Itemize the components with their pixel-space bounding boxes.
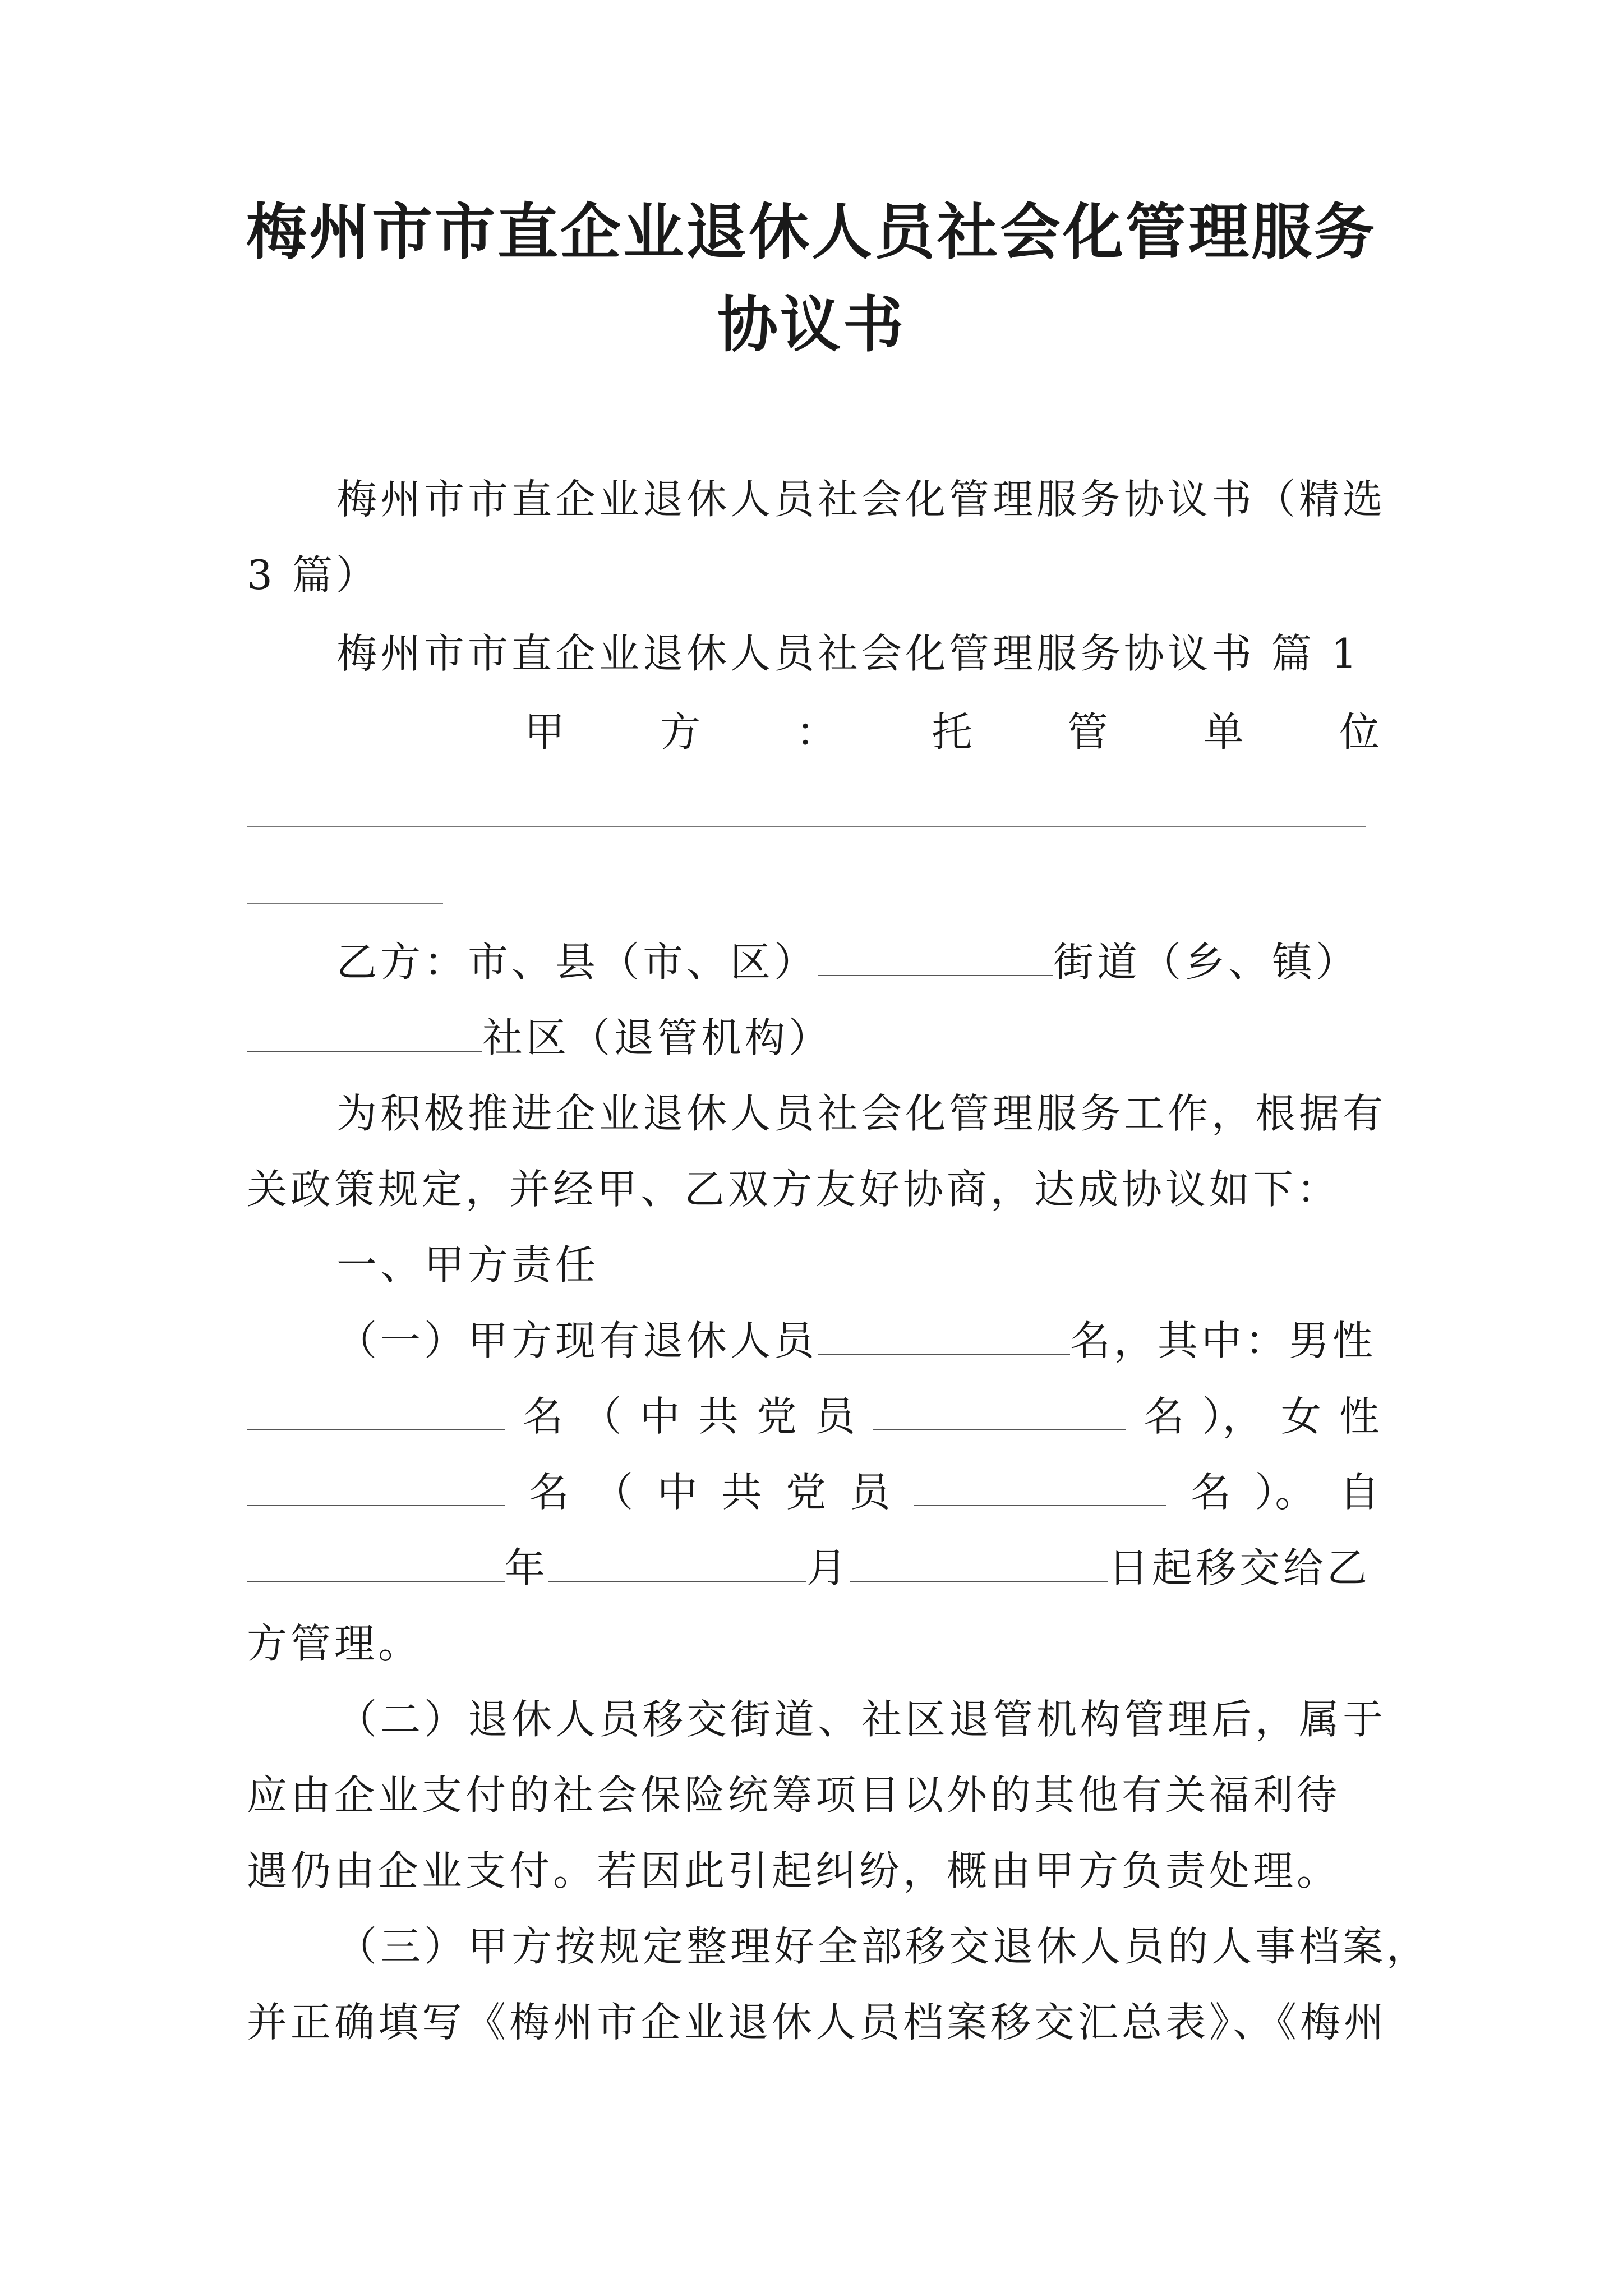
male-count-blank[interactable]	[247, 1390, 505, 1430]
transfer-month-blank[interactable]	[548, 1542, 806, 1582]
item3-line-1: （三）甲方按规定整理好全部移交退休人员的人事档案，	[336, 1923, 1431, 1970]
party-a-blank-rule-1	[247, 826, 1366, 827]
item1-char: 中	[639, 1393, 680, 1440]
subtitle-line-2: 3 篇）	[247, 551, 380, 599]
item1-char: （	[581, 1393, 622, 1440]
male-party-count-blank[interactable]	[873, 1390, 1126, 1430]
item1-text-b: 名，其中：男性	[1070, 1317, 1377, 1364]
item1-char: 中	[657, 1469, 698, 1516]
item1-char: 名	[523, 1393, 564, 1440]
item2-line-1: （二）退休人员移交街道、社区退管机构管理后，属于	[336, 1696, 1387, 1743]
item1-char: 女	[1280, 1393, 1321, 1440]
item1-char: 员	[850, 1469, 891, 1516]
community-name-blank[interactable]	[247, 1011, 482, 1052]
transfer-year-blank[interactable]	[247, 1542, 505, 1582]
year-label: 年	[505, 1544, 549, 1591]
item3-line-2: 并正确填写《梅州市企业退休人员档案移交汇总表》、《梅州	[247, 1999, 1388, 2046]
day-tail-label: 日起移交给乙	[1108, 1544, 1371, 1591]
item1-char: 自	[1339, 1469, 1380, 1516]
item1-line-2	[247, 1388, 1380, 1444]
party-a-char: 位	[1339, 708, 1380, 756]
item1-line-1	[336, 1313, 1380, 1369]
party-b-community-label: 社区（退管机构）	[482, 1014, 833, 1061]
section-heading: 梅州市市直企业退休人员社会化管理服务协议书 篇 1	[336, 630, 1361, 677]
item1-char: 党	[756, 1393, 797, 1440]
party-b-line-1	[336, 934, 1380, 990]
item1-line-5: 方管理。	[247, 1620, 422, 1667]
month-label: 月	[806, 1544, 851, 1591]
document-title-line-1: 梅州市市直企业退休人员社会化管理服务	[246, 197, 1377, 268]
item1-char: ），	[1202, 1393, 1263, 1440]
item1-char: 性	[1339, 1393, 1380, 1440]
item1-line-3	[247, 1464, 1380, 1520]
item2-line-3: 遇仍由企业支付。若因此引起纠纷，概由甲方负责处理。	[247, 1847, 1341, 1894]
party-b-prefix: 乙方：市、县（市、区）	[336, 938, 818, 986]
item1-char: 名	[1190, 1469, 1231, 1516]
intro-line-2: 关政策规定，并经甲、乙双方友好协商，达成协议如下：	[247, 1166, 1341, 1213]
item1-char: 共	[721, 1469, 762, 1516]
subtitle-line-1: 梅州市市直企业退休人员社会化管理服务协议书（精选	[336, 476, 1387, 523]
party-a-char: 管	[1067, 708, 1108, 756]
transfer-day-blank[interactable]	[850, 1542, 1108, 1582]
item1-line-4	[247, 1540, 1380, 1596]
item1-char: 共	[698, 1393, 739, 1440]
party-b-street-label: 街道（乡、镇）	[1053, 938, 1360, 986]
retiree-count-blank[interactable]	[818, 1314, 1070, 1355]
party-a-char: 甲	[524, 708, 565, 756]
document-title-line-2: 协议书	[717, 290, 906, 360]
street-name-blank[interactable]	[818, 936, 1053, 976]
item1-char: ）。	[1255, 1469, 1316, 1516]
party-a-char: ：	[796, 708, 837, 756]
intro-line-1: 为积极推进企业退休人员社会化管理服务工作，根据有	[336, 1090, 1387, 1137]
party-b-line-2	[247, 1010, 1380, 1066]
item1-text-a: （一）甲方现有退休人员	[336, 1317, 818, 1364]
item1-char: 名	[528, 1469, 569, 1516]
item1-char: 员	[815, 1393, 856, 1440]
item1-char: （	[593, 1469, 634, 1516]
party-a-blank-rule-2	[247, 903, 443, 904]
party-a-char: 方	[660, 708, 701, 756]
female-party-count-blank[interactable]	[914, 1466, 1166, 1506]
party-a-char: 单	[1203, 708, 1244, 756]
item1-char: 名	[1144, 1393, 1184, 1440]
party-a-char: 托	[932, 708, 972, 756]
section-one-heading: 一、甲方责任	[336, 1241, 600, 1289]
item1-char: 党	[785, 1469, 826, 1516]
female-count-blank[interactable]	[247, 1466, 505, 1506]
item2-line-2: 应由企业支付的社会保险统筹项目以外的其他有关福利待	[247, 1772, 1341, 1819]
party-a-line	[524, 704, 1380, 760]
